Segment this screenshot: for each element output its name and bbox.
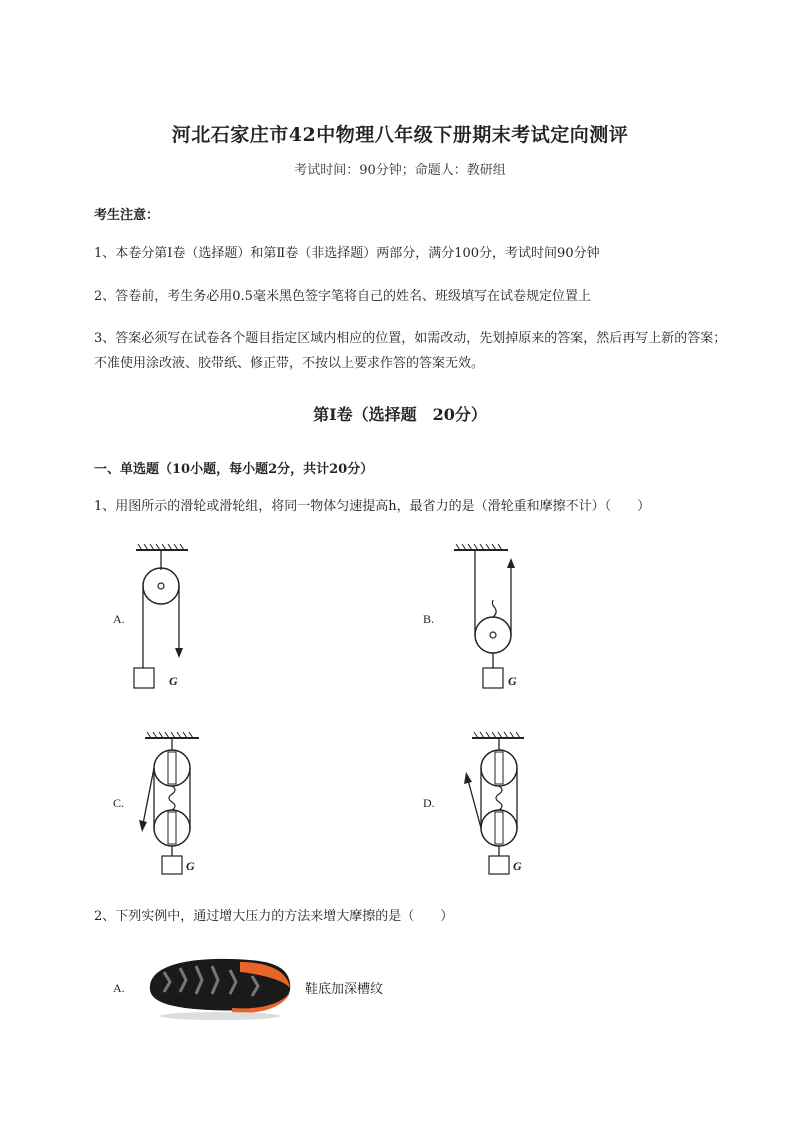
q1-option-a-label: A.: [113, 612, 125, 626]
q1-option-d-weight: G: [513, 859, 522, 873]
notice-heading: 考生注意：: [94, 208, 160, 223]
q1-option-b-weight: G: [508, 674, 517, 688]
q1-option-d-label: D.: [423, 796, 435, 810]
question-2-stem: 2、下列实例中，通过增大压力的方法来增大摩擦的是（ ）: [94, 909, 454, 924]
q1-option-b-diagram: [448, 540, 528, 696]
q1-option-c-diagram: [135, 728, 205, 878]
q1-option-c-weight: G: [186, 859, 195, 873]
notice-item-2: 2、答卷前，考生务必用0.5毫米黑色签字笔将自己的姓名、班级填写在试卷规定位置上: [94, 289, 591, 304]
q1-option-b-label: B.: [423, 612, 435, 626]
exam-info: 考试时间：90分钟；命题人：教研组: [294, 163, 506, 178]
question-type-heading: 一、单选题（10小题，每小题2分，共计20分）: [94, 462, 374, 477]
q1-option-a-weight: G: [169, 674, 178, 688]
q2-option-a-label: A.: [113, 981, 125, 995]
q1-option-d-diagram: [458, 728, 528, 878]
notice-item-1: 1、本卷分第I卷（选择题）和第Ⅱ卷（非选择题）两部分，满分100分，考试时间90分钟: [94, 246, 600, 261]
q2-option-a-caption: 鞋底加深槽纹: [305, 982, 384, 997]
page-title: 河北石家庄市42中物理八年级下册期末考试定向测评: [171, 124, 629, 146]
section-title: 第I卷（选择题 20分）: [313, 405, 487, 424]
notice-item-3: 3、答案必须写在试卷各个题目指定区域内相应的位置，如需改动，先划掉原来的答案，然后再写上新的答案；不准使用涂改液、胶带纸、修正带，不按以上要求作答的答案无效。: [94, 331, 727, 371]
q1-option-a-diagram: [128, 540, 198, 696]
question-1-stem: 1、用图所示的滑轮或滑轮组，将同一物体匀速提高h，最省力的是（滑轮重和摩擦不计）（ ）: [94, 499, 651, 514]
shoe-sole-image: [140, 950, 300, 1022]
q1-option-c-label: C.: [113, 796, 125, 810]
